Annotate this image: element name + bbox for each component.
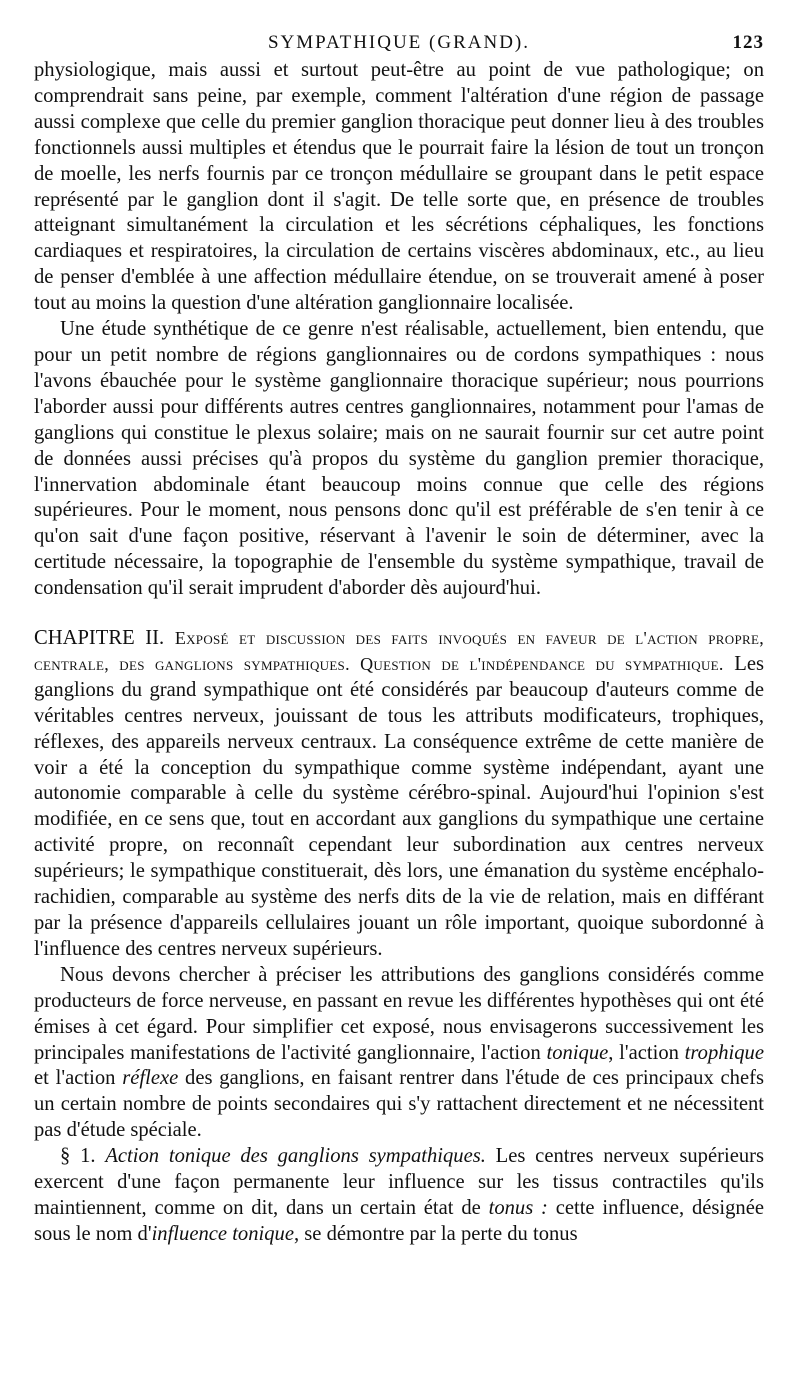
running-header <box>34 30 764 58</box>
chapter-text: Les ganglions du grand sympathique ont été considérés par beaucoup d'auteurs comme de véritables centres nerveux, jouissant de tous les attributs modificateurs, trophiques, réflexes, des appareils nerveux centraux. La conséquence extrême de cette manière de voir a été la conception du sympathique comme système indépendant, ayant une autonomie comparable à celle du système cérébro-spinal. Aujourd'hui l'opinion s'est modifiée, en ce sens que, tout en accordant aux ganglions du sympathique une certaine activité propre, on reconnaît cependant leur subordination aux centres nerveux supérieurs; le sympathique constituerait, dès lors, une émanation du système encéphalo-rachidien, comparable au système des nerfs dits de la vie de relation, mais en différant par la présence d'appareils cellulaires jouant un rôle important, quoique subordonné à l'influence des centres nerveux supérieurs. <box>34 652 764 960</box>
text-run: , se démontre par la perte du tonus <box>293 1222 578 1245</box>
emphasis: réflexe <box>122 1067 179 1090</box>
running-title: SYMPATHIQUE (GRAND). <box>267 32 531 53</box>
page-number: 123 <box>732 32 764 53</box>
section-title: Action tonique des ganglions sympathiques. <box>105 1145 486 1168</box>
emphasis: tonus : <box>488 1196 548 1219</box>
section-paragraph <box>34 1144 764 1248</box>
chapter-number: CHAPITRE II. <box>34 627 165 650</box>
text-run: Nous devons chercher à préciser les attributions des ganglions considérés comme producteurs de force nerveuse, en passant en revue les différentes hypothèses qui ont été émises à cet égard. Pour simplifier cet exposé, nous envisagerons successivement les principales manifestations de l'activité ganglionnaire, l'action <box>34 963 764 1064</box>
body-text <box>34 58 764 1248</box>
text-run: Les centres nerveux supérieurs exercent d'une façon permanente leur influence sur les tissus contractiles qu'ils maintiennent, comme on dit, dans un certain état de <box>34 1145 765 1219</box>
section-mark: § 1. <box>60 1145 96 1168</box>
emphasis: trophique <box>684 1041 764 1064</box>
paragraph-attributions <box>34 963 764 1144</box>
chapter-paragraph <box>34 626 764 963</box>
paragraph-synthesis: Une étude synthétique de ce genre n'est réalisable, actuellement, bien entendu, que pour un petit nombre de régions ganglionnaires ou de cordons sympathiques : nous l'avons ébauchée pour le système ganglionnaire thoracique supérieur; nous pourrions l'aborder aussi pour différents autres centres ganglionnaires, notamment pour l'amas de ganglions qui constitue le plexus solaire; mais on ne saurait fournir sur cet autre point de données aussi précises qu'à propos du système du ganglion premier thoracique, l'innervation abdominale étant beaucoup moins connue que celle des régions supérieures. Pour le moment, nous pensons donc qu'il est préférable de s'en tenir à ce qu'on sait d'une façon positive, réservant à l'avenir le soin de déterminer, avec la certitude nécessaire, la topographie de l'ensemble du système sympathique, travail de condensation qu'il serait imprudent d'aborder dès aujourd'hui. <box>34 318 764 600</box>
chapter-heading: Exposé et discussion des faits invoqués en faveur de l'action propre, centrale, des ganglions sympathiques. Question de l'indépendance du sympathique. <box>34 628 764 674</box>
text-run: et l'action <box>34 1067 123 1090</box>
emphasis: influence tonique <box>151 1222 294 1245</box>
text-run: cette influence, désignée sous le nom d' <box>34 1196 764 1245</box>
emphasis: tonique <box>546 1041 609 1064</box>
text-run: des ganglions, en faisant rentrer dans l'étude de ces principaux chefs un certain nombre de points secondaires qui s'y rattachent directement et ne nécessitent pas d'étude spéciale. <box>34 1067 764 1142</box>
paragraph-continued: physiologique, mais aussi et surtout peut-être au point de vue pathologique; on comprendrait sans peine, par exemple, comment l'altération d'une région de passage aussi complexe que celle du premier ganglion thoracique peut donner lieu à des troubles fonctionnels aussi multiples et étendus que le pourrait faire la lésion de tout un tronçon de moelle, les nerfs fournis par ce tronçon médullaire se groupant dans le petit espace représenté par le ganglion dont il s'agit. De telle sorte que, en présence de troubles atteignant simultanément la circulation et les sécrétions céphaliques, les fonctions cardiaques et respiratoires, la circulation de certains viscères abdominaux, etc., au lieu de penser d'emblée à une affection médullaire étendue, on se trouverait amené à poser tout au moins la question d'une altération ganglionnaire localisée. <box>34 59 764 315</box>
text-run: , l'action <box>608 1041 685 1064</box>
